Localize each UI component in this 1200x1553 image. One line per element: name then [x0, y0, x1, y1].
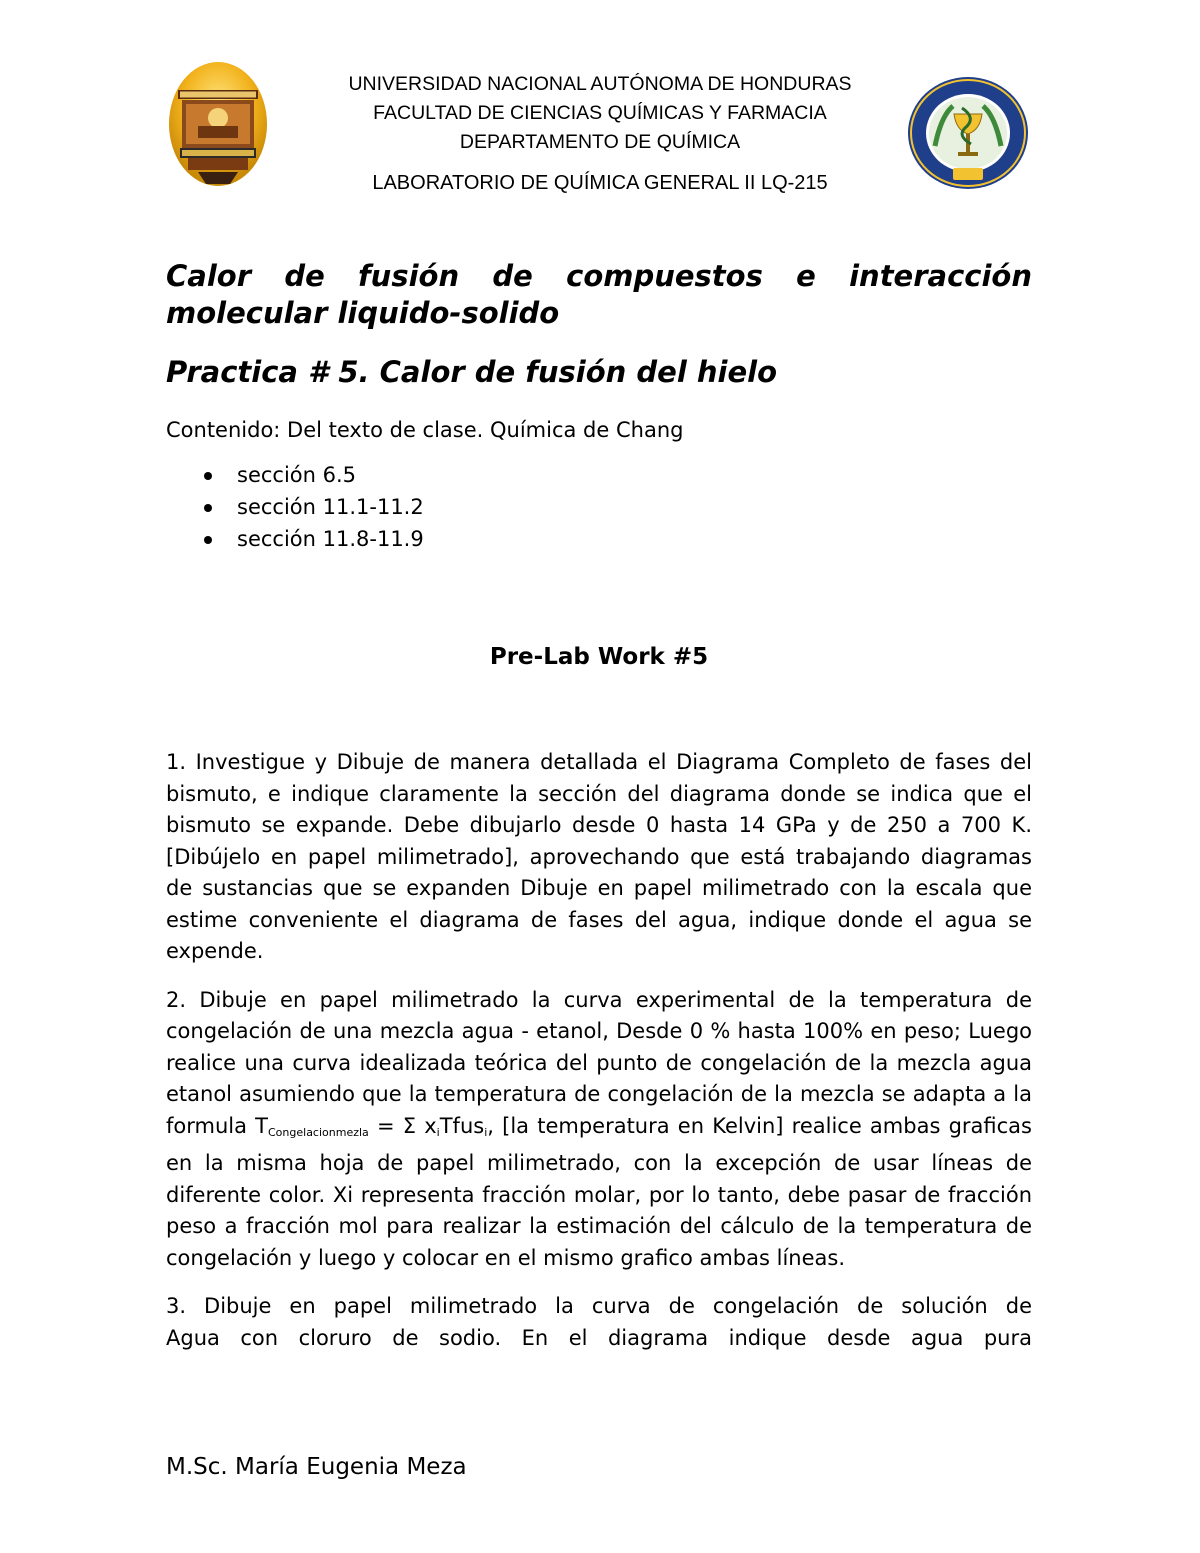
unah-shield-icon	[168, 60, 268, 188]
document-header	[280, 70, 920, 198]
question-2: 2. Dibuje en papel milimetrado la curva experimental de la temperatura de congelación de una mezcla agua - etanol, Desde 0 % hasta 100% en peso; Luego realice una curva idealizada teórica del punto de congelación de la mezcla agua etanol asumiendo que la temperatura de congelación de la mezcla se adapta a la formula $T_{Congelacionmezla} = \Sigma$ $x_iTfus_i$, [la temperatura en Kelvin] realice ambas graficas en la misma hoja de papel milimetrado, con la excepción de usar líneas de diferente color. Xi representa fracción molar, por lo tanto, debe pasar de fracción peso a fracción mol para realizar la estimación del cálculo de la temperatura de congelación y luego y colocar en el mismo grafico ambas líneas.	[166, 987, 1032, 1270]
faculty-name: FACULTAD DE CIENCIAS QUÍMICAS Y FARMACIA	[373, 102, 827, 124]
prelab-heading: Pre-Lab Work #5	[489, 644, 709, 670]
contenido-line: Contenido: Del texto de clase. Química de Chang	[166, 418, 684, 442]
title-line-2: molecular liquido-solido	[166, 296, 560, 330]
author-footer: M.Sc. María Eugenia Meza	[166, 1454, 467, 1480]
bullet-icon	[204, 472, 212, 480]
list-item: sección 11.1-11.2	[166, 491, 1032, 523]
university-name: UNIVERSIDAD NACIONAL AUTÓNOMA DE HONDURAS	[348, 73, 852, 95]
pharmacy-faculty-seal-icon	[907, 76, 1029, 190]
document-title	[166, 258, 1032, 332]
title-line-1: Calor de fusión de compuestos e interacción	[166, 259, 1032, 293]
practice-title: Practica # 5. Calor de fusión del hielo	[166, 355, 777, 389]
section-list	[166, 459, 1032, 555]
question-1: 1. Investigue y Dibuje de manera detallada el Diagrama Completo de fases del bismuto, e indique claramente la sección del diagrama donde se indica que el bismuto se expande. Debe dibujarlo desde 0 hasta 14 GPa y de 250 a 700 K. [Dibújelo en papel milimetrado], aprovechando que está trabajando diagramas de sustancias que se expanden Dibuje en papel milimetrado con la escala que estime conveniente el diagrama de fases del agua, indique donde el agua se expende.	[166, 750, 1032, 963]
list-item: sección 6.5	[166, 459, 1032, 491]
lab-name: LABORATORIO DE QUÍMICA GENERAL II LQ-215	[372, 172, 828, 194]
department-name: DEPARTAMENTO DE QUÍMICA	[459, 131, 741, 153]
list-item: sección 11.8-11.9	[166, 523, 1032, 555]
bullet-icon	[204, 504, 212, 512]
document-body	[166, 258, 1032, 1354]
question-3: 3. Dibuje en papel milimetrado la curva de congelación de solución de Agua con cloruro de sodio. En el diagrama indique desde agua pura	[166, 1294, 1032, 1350]
bullet-icon	[204, 536, 212, 544]
